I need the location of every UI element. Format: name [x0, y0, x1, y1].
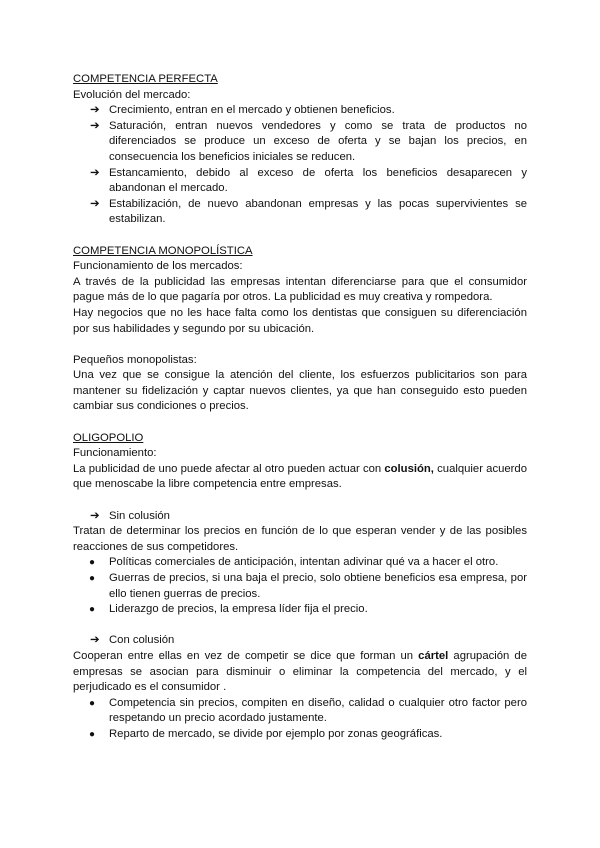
list-item: ● Políticas comerciales de anticipación, intentan adivinar qué va a hacer el otro.: [73, 555, 527, 571]
subtitle-funcionamiento-mercados: Funcionamiento de los mercados:: [73, 260, 243, 273]
bullet-dot-icon: ●: [89, 604, 96, 616]
document-page: [73, 72, 527, 743]
spacer: [73, 618, 527, 634]
paragraph: Hay negocios que no les hace falta como los dentistas que consiguen su diferenciación por sus habilidades y segundo por su ubicación.: [73, 306, 527, 335]
heading-competencia-perfecta: COMPETENCIA PERFECTA: [73, 73, 218, 85]
paragraph: Tratan de determinar los precios en función de lo que esperan vender y de las posibles reacciones de sus competidores.: [73, 525, 527, 553]
list-item: ➔ Estancamiento, debido al exceso de oferta los beneficios desaparecen y abandonan el mercado.: [90, 166, 527, 195]
con-colusion-list: [73, 696, 527, 743]
bold-term-colusion: colusión,: [384, 462, 434, 475]
paragraph: Una vez que se consigue la atención del cliente, los esfuerzos publicitarios son para mantener su fidelización y captar nuevos clientes, ya que han conseguido esto pueden cambiar sus condiciones o precios.: [73, 369, 527, 413]
bullet-dot-icon: ●: [89, 573, 96, 584]
subtitle-pequenos-monopolistas: Pequeños monopolistas:: [73, 353, 197, 366]
list-item: ● Liderazgo de precios, la empresa líder fija el precio.: [73, 602, 527, 618]
spacer: [73, 228, 527, 244]
arrow-icon: ➔: [90, 634, 100, 647]
subtitle-evolucion: Evolución del mercado:: [73, 88, 191, 101]
spacer: [73, 415, 527, 431]
bullet-dot-icon: ●: [89, 728, 96, 740]
spacer: [73, 337, 527, 353]
paragraph: A través de la publicidad las empresas intentan diferenciarse para que el consumidor pague más de lo que pagaría por otros. La publicidad es muy creativa y rompedora.: [73, 275, 527, 304]
list-item: ● Competencia sin precios, compiten en diseño, calidad o cualquier otro factor pero respetando un precio acordado justamente.: [89, 696, 527, 725]
list-item: ● Guerras de precios, si una baja el precio, solo obtiene beneficios esa empresa, por ello tienen guerras de precios.: [89, 572, 527, 600]
list-item: ● Reparto de mercado, se divide por ejemplo por zonas geográficas.: [73, 727, 527, 743]
evolucion-list: [73, 103, 527, 228]
sin-colusion-list: [73, 555, 527, 617]
list-item: ➔ Estabilización, de nuevo abandonan empresas y las pocas supervivientes se estabilizan.: [90, 197, 527, 226]
arrow-icon: ➔: [90, 509, 100, 522]
heading-oligopolio: OLIGOPOLIO: [73, 431, 144, 444]
arrow-icon: ➔: [90, 197, 100, 210]
arrow-icon: ➔: [90, 166, 100, 179]
arrow-icon: ➔: [90, 119, 100, 132]
paragraph-colusion: La publicidad de uno puede afectar al otro pueden actuar con colusión, cualquier acuerdo que menoscabe la libre competencia entre empresas.: [73, 462, 527, 491]
subtitle-funcionamiento: Funcionamiento:: [73, 447, 157, 460]
paragraph-cartel: Cooperan entre ellas en vez de competir se dice que forman un cártel agrupación de empresas se asocian para disminuir o eliminar la competencia del mercado, y el perjudicado es el consumidor .: [73, 649, 527, 694]
bullet-dot-icon: ●: [89, 557, 96, 569]
list-item: ➔ Saturación, entran nuevos vendedores y como se trata de productos no diferenciados se produce un exceso de oferta y se bajan los precios, en consecuencia los beneficios iniciales se reducen.: [90, 119, 527, 163]
bullet-dot-icon: ●: [89, 697, 96, 709]
bold-term-cartel: cártel: [418, 649, 449, 662]
spacer: [73, 493, 527, 509]
arrow-icon: ➔: [90, 104, 100, 117]
sin-colusion-label: ➔ Sin colusión: [73, 509, 527, 525]
list-item: ➔ Crecimiento, entran en el mercado y obtienen beneficios.: [73, 103, 527, 119]
heading-competencia-monopolistica: COMPETENCIA MONOPOLÍSTICA: [73, 244, 253, 257]
con-colusion-label: ➔ Con colusión: [73, 633, 527, 649]
